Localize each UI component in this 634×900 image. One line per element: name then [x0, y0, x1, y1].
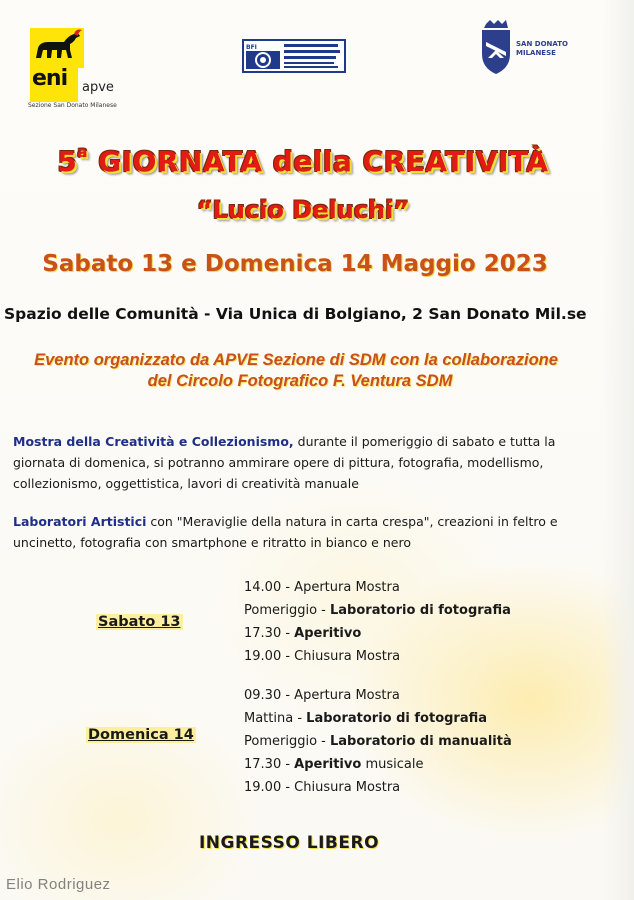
day-label-saturday: Sabato 13 [98, 614, 181, 630]
event-organizers [0, 350, 600, 392]
title-ordinal: a [77, 143, 88, 161]
event-subtitle: “Lucio Deluchi” [196, 196, 410, 224]
schedule-item: Pomeriggio - Laboratorio di fotografia [244, 603, 511, 618]
workshops-text: con "Meraviglie della natura in carta crespa", creazioni in feltro e uncinetto, fotografia con smartphone e ritratto in bianco e nero [13, 514, 558, 550]
organizers-line-1: Evento organizzato da APVE Sezione di SDM con la collaborazione [34, 351, 558, 369]
schedule-item: 09.30 - Apertura Mostra [244, 688, 400, 703]
day-label-sunday: Domenica 14 [88, 727, 194, 743]
event-title [0, 143, 606, 178]
schedule-item: 17.30 - Aperitivo [244, 626, 362, 641]
schedule-item: 17.30 - Aperitivo musicale [244, 757, 424, 772]
schedule-item: 19.00 - Chiusura Mostra [244, 649, 401, 664]
san-donato-label: SAN DONATO MILANESE [516, 40, 568, 57]
eni-wordmark: eni [32, 66, 68, 91]
organizers-line-2: del Circolo Fotografico F. Ventura SDM [147, 372, 453, 390]
exhibition-text: durante il pomeriggio di sabato e tutta la giornata di domenica, si potranno ammirare opere di pittura, fotografia, modellismo, collezionismo, oggettistica, lavori di creatività manuale [13, 434, 556, 491]
six-legged-dog-icon [30, 28, 84, 68]
schedule-item: Pomeriggio - Laboratorio di manualità [244, 734, 512, 749]
event-date: Sabato 13 e Domenica 14 Maggio 2023 [42, 251, 548, 277]
bfi-label: BFI [246, 44, 257, 51]
san-donato-logo [478, 20, 578, 76]
photo-club-logo [242, 39, 346, 73]
page-edge-shadow [602, 0, 634, 900]
schedule-item: Mattina - Laboratorio di fotografia [244, 711, 488, 726]
photographer-watermark: Elio Rodriguez [6, 876, 111, 893]
apve-section-label: Sezione San Donato Milanese [28, 102, 117, 109]
eni-apve-logo [26, 28, 146, 114]
schedule-sunday [244, 684, 604, 799]
free-entry-notice: INGRESSO LIBERO [198, 833, 380, 853]
schedule-item: 19.00 - Chiusura Mostra [244, 780, 401, 795]
event-venue: Spazio delle Comunità - Via Unica di Bolgiano, 2 San Donato Mil.se [4, 305, 587, 323]
description-exhibition [13, 431, 593, 494]
city-crest-icon [478, 20, 514, 76]
description-workshops [13, 511, 593, 553]
title-number: 5 [57, 145, 78, 178]
title-text: GIORNATA della CREATIVITÀ [88, 145, 549, 178]
schedule-item: 14.00 - Apertura Mostra [244, 580, 400, 595]
workshops-heading: Laboratori Artistici [13, 514, 147, 529]
schedule-saturday [244, 576, 604, 668]
exhibition-heading: Mostra della Creatività e Collezionismo, [13, 434, 294, 449]
apve-wordmark: apve [82, 80, 114, 95]
